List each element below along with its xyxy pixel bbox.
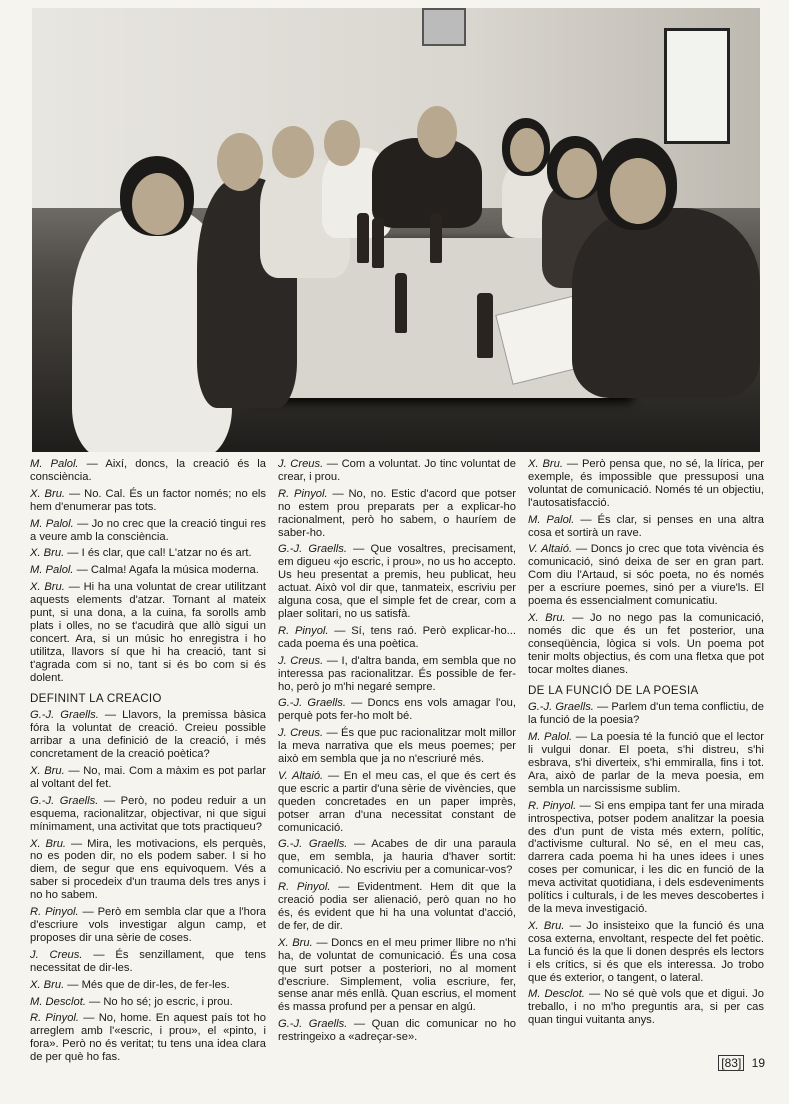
dialogue-entry <box>528 612 764 677</box>
dialogue-text: — Jo no nego pas la comunicació, només dic que és un fet posterior, una conseqüència, lògica si vols. Un poema pot tenir molts objectius, és com una fletxa que pot tocar moltes dianes. <box>528 611 764 676</box>
speaker-name: M. Desclot. <box>528 988 585 1001</box>
speaker-name: R. Pinyol. <box>278 487 328 500</box>
speaker-name: X. Bru. <box>528 919 565 932</box>
dialogue-text: — Si ens empipa tant fer una mirada introspectiva, potser podem analitzar la poesia des d'un punt de vista més extern, polític, d'activisme cultural. No sé, en el meu cas, darrera cada poema hi ha unes idees i unes coses per comunicar, i les dic en funció de la meva activitat quotidiana, i dels esdeveniments polítics i culturals, i de les meves descobertes i de la meva investigació. <box>528 799 764 915</box>
speaker-name: R. Pinyol. <box>30 1012 80 1025</box>
dialogue-text: — La poesia té la funció que el lector li vulgui donar. El poeta, s'hi distreu, s'hi esbrava, s'hi diverteix, s'hi emmiralla, fins i tot. Ara, això de parlar de la meva poesia, em sembla un narcissisme sublim. <box>528 731 764 795</box>
dialogue-entry <box>278 881 516 933</box>
dialogue-entry <box>30 1012 266 1064</box>
dialogue-text: — Mira, les motivacions, els perquès, no es poden dir, no els podem saber. I si ho diem, de segur que ens equivoquem. Vés a saber si procedeix d'un trauma dels tres anys i no ho sabem. <box>30 837 266 902</box>
dialogue-entry <box>30 979 266 992</box>
dialogue-text: — Doncs en el meu primer llibre no n'hi ha, de voluntat de comunicació. És una cosa que surt potser a posteriori, no al moment d'escriure. Simplement, volia escriure, fer, sense anar més enllà. Quan escrius, el moment és massa profund per a pensar en algú. <box>278 936 516 1014</box>
dialogue-text: — No, no. Estic d'acord que potser no estem prou preparats per a explicar-ho racionalment, però ho sabem, o hauríem de saber-ho. <box>278 487 516 539</box>
photo-face <box>557 148 597 198</box>
dialogue-entry <box>278 838 516 877</box>
dialogue-entry <box>30 547 266 560</box>
speaker-name: X. Bru. <box>30 581 65 594</box>
dialogue-text: — Però, no podeu reduir a un esquema, racionalitzar, objectivar, ni que sigui mínimament, una activitat que tots practiqueu? <box>30 794 266 833</box>
text-column-3 <box>528 458 764 1031</box>
speaker-name: G.-J. Graells. <box>278 697 346 710</box>
speaker-name: M. Palol. <box>30 458 79 470</box>
dialogue-entry <box>528 920 764 985</box>
dialogue-entry <box>30 488 266 514</box>
dialogue-entry <box>30 906 266 945</box>
speaker-name: X. Bru. <box>528 458 563 470</box>
speaker-name: G.-J. Graells. <box>278 838 348 851</box>
dialogue-entry <box>278 488 516 540</box>
dialogue-entry <box>30 518 266 544</box>
photo-wall-frame <box>422 8 466 46</box>
dialogue-entry <box>30 765 266 791</box>
speaker-name: J. Creus. <box>278 654 324 667</box>
dialogue-entry <box>278 937 516 1014</box>
dialogue-entry <box>30 581 266 684</box>
dialogue-entry <box>278 625 516 651</box>
dialogue-text: — Parlem d'un tema conflictiu, de la funció de la poesia? <box>528 701 764 727</box>
speaker-name: X. Bru. <box>278 936 313 949</box>
dialogue-entry <box>30 709 266 761</box>
dialogue-text: — Hi ha una voluntat de crear utilitzant aquests elements d'atzar. Tornant al mateix punt, si una dona, a la cuina, fa sorolls amb plats i olles, no se t'acudirà que allò sigui un concert. Ara, si un músic ho enregistra i ho utilitza, llavors sí que hi ha creació, tant si t'agrada com si no, tant si és bo com si és dolent. <box>30 581 266 684</box>
speaker-name: G.-J. Graells. <box>528 701 594 714</box>
dialogue-text: — No. Cal. És un factor només; no els hem d'enumerar pas tots. <box>30 487 266 513</box>
dialogue-entry <box>278 727 516 766</box>
speaker-name: J. Creus. <box>278 727 324 740</box>
speaker-name: V. Altaió. <box>278 769 324 782</box>
speaker-name: G.-J. Graells. <box>30 709 99 722</box>
dialogue-text: — No ho sé; jo escric, i prou. <box>85 995 233 1008</box>
speaker-name: M. Palol. <box>30 564 74 577</box>
speaker-name: G.-J. Graells. <box>278 1018 348 1031</box>
dialogue-text: — Però em sembla clar que a l'hora d'escriure vols investigar algun camp, et proposes dir una sèrie de coses. <box>30 906 267 944</box>
speaker-name: M. Palol. <box>30 517 74 530</box>
speaker-name: G.-J. Graells. <box>278 543 347 556</box>
dialogue-entry <box>528 543 764 608</box>
dialogue-text: — Com a voluntat. Jo tinc voluntat de crear, i prou. <box>278 458 516 483</box>
dialogue-entry <box>278 1018 516 1044</box>
dialogue-text: — Però pensa que, no sé, la lírica, per exemple, és impossible que pressuposi una voluntat de comunicació. Només té un objectiu, l'autosatisfacció. <box>528 458 764 509</box>
photo-face <box>610 158 666 224</box>
dialogue-text: — En el meu cas, el que és cert és que escric a partir d'una sèrie de vivències, que queden concretades en un paper imprès, potser arran d'una necessitat constant de comunicació. <box>278 769 516 834</box>
dialogue-text: — Doncs jo crec que tota vivència és comunicació, sinó deixa de ser en gran part. Com diu l'Artaud, si sóc poeta, no és només per a escriure poemes, sinó per a viure'ls. El poema és essencialment comunicatiu. <box>528 543 764 608</box>
speaker-name: R. Pinyol. <box>278 624 329 637</box>
speaker-name: X. Bru. <box>30 978 65 991</box>
dialogue-entry <box>30 795 266 834</box>
page-footer <box>718 1056 765 1070</box>
dialogue-text: — És senzillament, que tens necessitat de dir-les. <box>30 948 267 974</box>
photo-face <box>217 133 263 191</box>
page-number: 19 <box>751 1056 765 1070</box>
dialogue-entry <box>528 701 764 727</box>
speaker-name: V. Altaió. <box>528 543 573 556</box>
dialogue-text: — I, d'altra banda, em sembla que no interessa pas racionalitzar. És possible de fer-ho, però jo m'hi negaré sempre. <box>278 654 516 693</box>
dialogue-text: — És clar, si penses en una altra cosa et sortirà un rave. <box>528 513 764 539</box>
photo-face <box>510 128 544 172</box>
dialogue-text: — Jo insisteixo que la funció és una cosa externa, envoltant, respecte del fet poètic. La funció és la que li donen després els lectors i els crítics, si és que els interessa. Jo trobo que és exterior, o tangent, o lateral. <box>528 919 765 984</box>
speaker-name: X. Bru. <box>30 487 66 500</box>
photo-bottle <box>395 273 407 333</box>
speaker-name: R. Pinyol. <box>30 906 79 919</box>
group-photo <box>32 8 760 452</box>
text-column-2 <box>278 458 516 1048</box>
dialogue-text: — I és clar, que cal! L'atzar no és art. <box>64 547 252 560</box>
dialogue-entry <box>528 800 764 916</box>
dialogue-entry <box>278 543 516 620</box>
dialogue-text: — Calma! Agafa la música moderna. <box>73 564 259 577</box>
photo-face <box>272 126 314 178</box>
photo-bottle <box>477 293 493 358</box>
dialogue-text: — No, mai. Com a màxim es pot parlar al voltant del fet. <box>30 765 266 790</box>
section-heading: DE LA FUNCIÓ DE LA POESIA <box>528 683 699 697</box>
dialogue-text: — Jo no crec que la creació tingui res a veure amb la consciència. <box>30 517 266 543</box>
dialogue-text: — Més que de dir-les, de fer-les. <box>64 978 230 991</box>
speaker-name: R. Pinyol. <box>528 799 577 812</box>
photo-bottle <box>430 213 442 263</box>
dialogue-entry <box>278 655 516 694</box>
speaker-name: M. Palol. <box>528 731 573 744</box>
photo-face <box>417 106 457 158</box>
dialogue-entry <box>278 770 516 835</box>
photo-face <box>132 173 184 235</box>
dialogue-entry <box>528 458 764 510</box>
dialogue-entry <box>30 949 266 975</box>
text-column-1 <box>30 458 266 1068</box>
speaker-name: J. Creus. <box>30 948 83 961</box>
dialogue-entry <box>30 564 266 577</box>
speaker-name: J. Creus. <box>278 458 324 470</box>
photo-bottle <box>372 218 384 268</box>
issue-number: [83] <box>718 1055 744 1071</box>
dialogue-entry <box>30 838 266 903</box>
dialogue-text: — Sí, tens raó. Però explicar-ho... cada poema és una poètica. <box>278 624 517 650</box>
speaker-name: X. Bru. <box>30 547 65 560</box>
photo-bottle <box>357 213 369 263</box>
photo-person <box>572 208 760 398</box>
speaker-name: M. Palol. <box>528 513 575 526</box>
photo-window <box>664 28 730 144</box>
dialogue-text: — No sé què vols que et digui. Jo treballo, i no m'ho preguntis ara, si per cas quan tingui vuitanta anys. <box>528 988 764 1027</box>
dialogue-text: — Quan dic comunicar no ho restringeixo a «adreçar-se». <box>278 1018 517 1044</box>
dialogue-text: — Llavors, la premissa bàsica fóra la voluntat de creació. Creieu possible arribar a una definició de la creació, i més concretament de la creació poètica? <box>30 709 266 761</box>
speaker-name: X. Bru. <box>528 611 566 624</box>
dialogue-text: — Doncs ens vols amagar l'ou, perquè pots fer-ho molt bé. <box>278 697 516 723</box>
dialogue-text: — Que vosaltres, precisament, em digueu «jo escric, i prou», no us ho accepto. Us heu presentat a premis, heu publicat, heu actuat. Això vol dir que, tanmateix, escriviu per alguna cosa, que el simple fet de crear, com a plaer solitari, no us satisfà. <box>278 543 517 620</box>
section-heading: DEFININT LA CREACIO <box>30 691 162 705</box>
dialogue-text: — És que puc racionalitzar molt millor la meva narrativa que els meus poemes; per això em sembla que ja no n'escriuré més. <box>278 727 516 766</box>
dialogue-text: — No, home. En aquest país tot ho arreglem amb l'«escric, i prou», el «pinto, i fora». Però no és veritat; tu tens una idea clara de per què ho fas. <box>30 1012 266 1064</box>
speaker-name: R. Pinyol. <box>278 881 331 894</box>
dialogue-text: — Evidentment. Hem dit que la creació podia ser alienació, però quan no ho és, és evident que hi ha una voluntat d'acció, de fer, de dir. <box>278 881 517 932</box>
dialogue-entry <box>278 458 516 484</box>
dialogue-entry <box>30 458 266 484</box>
dialogue-entry <box>528 514 764 540</box>
dialogue-entry <box>278 697 516 723</box>
dialogue-entry <box>528 731 764 796</box>
speaker-name: M. Desclot. <box>30 995 86 1008</box>
dialogue-text: — Acabes de dir una paraula que, em sembla, ja hauria d'haver sortit: comunicació. No escriviu per a comunicar-vos? <box>278 838 516 877</box>
speaker-name: X. Bru. <box>30 837 67 850</box>
dialogue-text: — Així, doncs, la creació és la consciència. <box>30 458 266 483</box>
speaker-name: X. Bru. <box>30 765 65 778</box>
dialogue-entry <box>528 988 764 1027</box>
photo-face <box>324 120 360 166</box>
dialogue-entry <box>30 996 266 1009</box>
speaker-name: G.-J. Graells. <box>30 794 99 807</box>
